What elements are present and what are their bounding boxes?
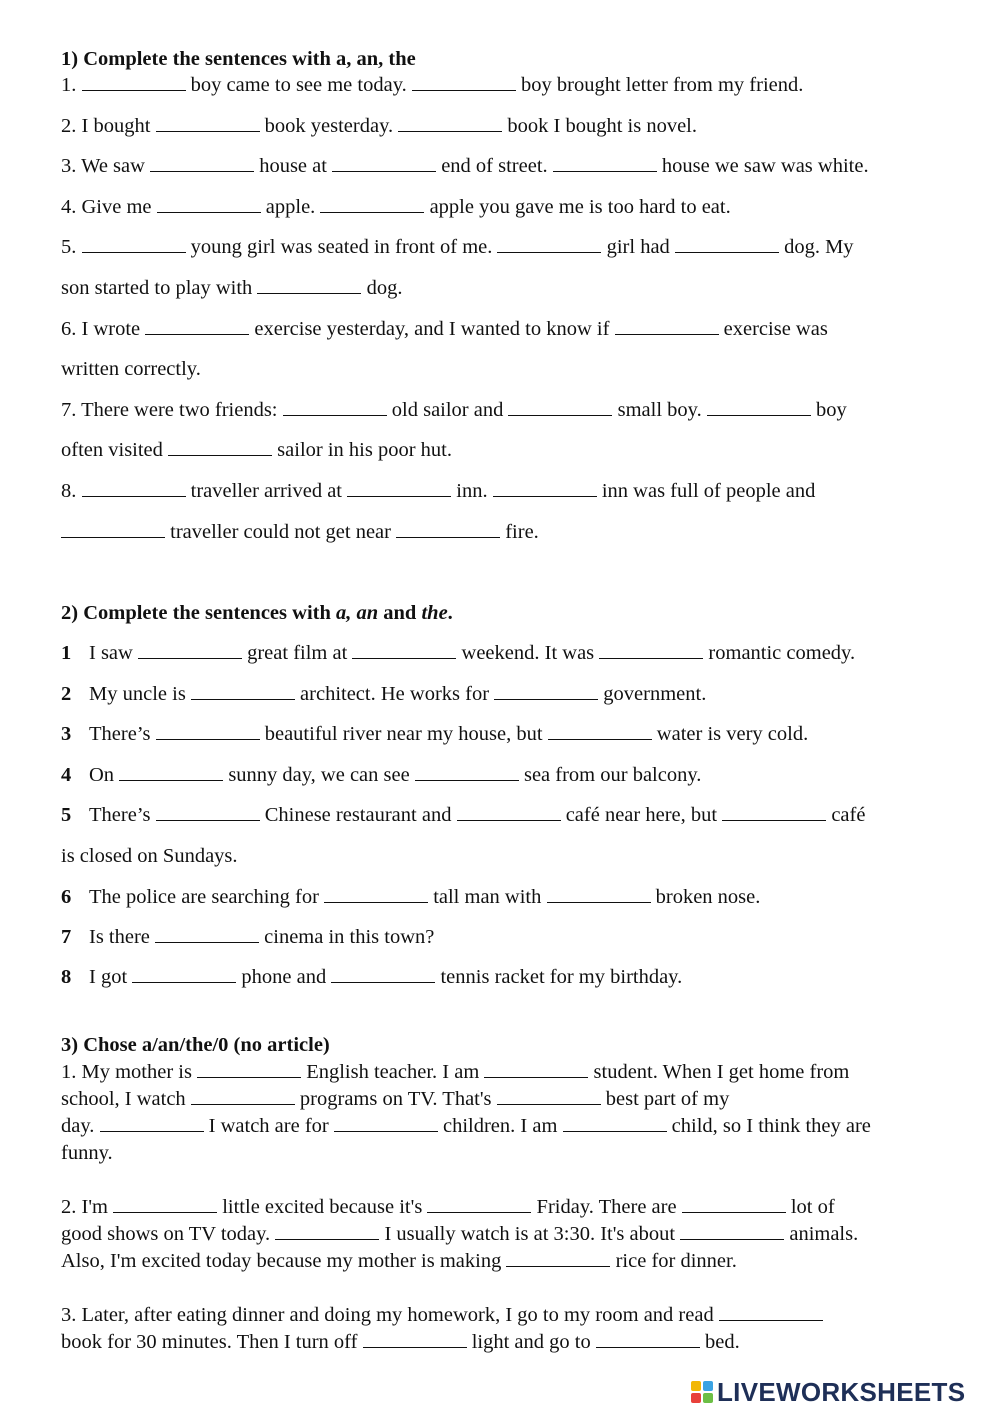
sentence-text: broken nose.: [650, 886, 761, 908]
sentence-text: sailor in his poor hut.: [272, 439, 452, 461]
sentence-text: water is very cold.: [651, 723, 809, 745]
answer-blank[interactable]: [497, 1103, 601, 1105]
sentence-line: [61, 1061, 849, 1084]
sentence-text: Is there: [89, 926, 156, 948]
sentence-line: [61, 318, 828, 341]
sentence-text: sunny day, we can see: [223, 764, 415, 786]
sentence-text: funny.: [61, 1142, 113, 1164]
sentence-text: Chinese restaurant and: [259, 804, 457, 826]
answer-blank[interactable]: [191, 1103, 295, 1105]
sentence-text: apple.: [260, 196, 321, 218]
item-number: 8: [61, 966, 72, 988]
item-number: 1: [61, 642, 72, 664]
answer-blank[interactable]: [508, 414, 612, 416]
sentence-text: 3. We saw: [61, 155, 151, 177]
answer-blank[interactable]: [553, 170, 657, 172]
answer-blank[interactable]: [324, 901, 428, 903]
sentence-text: 7. There were two friends:: [61, 399, 283, 421]
sentence-text: dog.: [361, 277, 403, 299]
sentence-text: sea from our balcony.: [518, 764, 702, 786]
sentence-line: [61, 764, 701, 787]
sentence-text: My uncle is: [89, 683, 191, 705]
sentence-text: tall man with: [428, 886, 547, 908]
sentence-text: boy brought letter from my friend.: [515, 74, 804, 96]
answer-blank[interactable]: [396, 536, 500, 538]
sentence-line: [61, 236, 854, 259]
sentence-text: 1. My mother is: [61, 1061, 198, 1083]
sentence-line: [61, 399, 847, 422]
answer-blank[interactable]: [427, 1211, 531, 1213]
answer-blank[interactable]: [457, 819, 561, 821]
item-number: 7: [61, 926, 72, 948]
answer-blank[interactable]: [150, 170, 254, 172]
answer-blank[interactable]: [415, 779, 519, 781]
sentence-text: dog. My: [778, 236, 854, 258]
answer-blank[interactable]: [675, 251, 779, 253]
answer-blank[interactable]: [722, 819, 826, 821]
answer-blank[interactable]: [707, 414, 811, 416]
sentence-text: café near here, but: [560, 804, 723, 826]
sentence-text: I got: [89, 966, 133, 988]
sentence-line: [61, 886, 760, 909]
sentence-text: beautiful river near my house, but: [259, 723, 548, 745]
answer-blank[interactable]: [82, 89, 186, 91]
answer-blank[interactable]: [100, 1130, 204, 1132]
sentence-line: [61, 521, 539, 544]
answer-blank[interactable]: [494, 698, 598, 700]
answer-blank[interactable]: [156, 130, 260, 132]
answer-blank[interactable]: [82, 251, 186, 253]
answer-blank[interactable]: [719, 1319, 823, 1321]
answer-blank[interactable]: [548, 738, 652, 740]
sentence-line: [61, 1088, 729, 1111]
sentence-text: fire.: [500, 521, 539, 543]
sentence-text: 6. I wrote: [61, 318, 146, 340]
sentence-text: There’s: [89, 804, 156, 826]
sentence-text: On: [89, 764, 120, 786]
answer-blank[interactable]: [506, 1265, 610, 1267]
sentence-text: 1.: [61, 74, 82, 96]
answer-blank[interactable]: [547, 901, 651, 903]
sentence-line: [61, 804, 865, 827]
answer-blank[interactable]: [132, 981, 236, 983]
item-number: 2: [61, 683, 72, 705]
sentence-line: [61, 1115, 871, 1138]
sentence-text: traveller could not get near: [165, 521, 397, 543]
section-1-title: 1) Complete the sentences with a, an, the: [61, 48, 416, 70]
sentence-text: end of street.: [436, 155, 553, 177]
answer-blank[interactable]: [168, 454, 272, 456]
section-3-title: 3) Chose a/an/the/0 (no article): [61, 1034, 330, 1056]
sentence-text: boy: [810, 399, 847, 421]
sentence-text: day.: [61, 1115, 100, 1137]
liveworksheets-logo-icon: [690, 1380, 714, 1404]
liveworksheets-logo-text: LIVEWORKSHEETS: [717, 1376, 966, 1407]
sentence-text: book yesterday.: [259, 115, 399, 137]
sentence-text: girl had: [601, 236, 675, 258]
answer-blank[interactable]: [412, 89, 516, 91]
section-2-title: [61, 602, 453, 625]
sentence-text: animals.: [784, 1223, 859, 1245]
answer-blank[interactable]: [82, 495, 186, 497]
answer-blank[interactable]: [363, 1346, 467, 1348]
sentence-line: [61, 1223, 858, 1246]
sentence-text: phone and: [236, 966, 332, 988]
sentence-text: inn was full of people and: [596, 480, 816, 502]
sentence-text: The police are searching for: [89, 886, 325, 908]
sentence-text: light and go to: [466, 1331, 596, 1353]
answer-blank[interactable]: [155, 941, 259, 943]
sentence-text: best part of my: [600, 1088, 730, 1110]
sentence-line: [61, 196, 731, 219]
answer-blank[interactable]: [191, 698, 295, 700]
answer-blank[interactable]: [157, 211, 261, 213]
title-part: the: [421, 602, 448, 624]
answer-blank[interactable]: [138, 657, 242, 659]
sentence-text: small boy.: [612, 399, 707, 421]
sentence-text: 2. I'm: [61, 1196, 114, 1218]
sentence-text: exercise yesterday, and I wanted to know if: [249, 318, 615, 340]
sentence-text: school, I watch: [61, 1088, 191, 1110]
sentence-text: architect. He works for: [294, 683, 495, 705]
answer-blank[interactable]: [113, 1211, 217, 1213]
sentence-text: inn.: [451, 480, 493, 502]
sentence-text: child, so I think they are: [666, 1115, 871, 1137]
sentence-line: [61, 1250, 737, 1273]
sentence-line: [61, 1331, 740, 1354]
answer-blank[interactable]: [682, 1211, 786, 1213]
sentence-text: little excited because it's: [217, 1196, 428, 1218]
answer-blank[interactable]: [145, 333, 249, 335]
sentence-text: weekend. It was: [456, 642, 600, 664]
sentence-text: written correctly.: [61, 358, 201, 380]
sentence-text: book I bought is novel.: [502, 115, 697, 137]
answer-blank[interactable]: [615, 333, 719, 335]
sentence-text: 4. Give me: [61, 196, 157, 218]
sentence-text: often visited: [61, 439, 169, 461]
sentence-line: [61, 155, 869, 178]
sentence-text: I watch are for: [203, 1115, 334, 1137]
sentence-text: 8.: [61, 480, 82, 502]
answer-blank[interactable]: [563, 1130, 667, 1132]
sentence-text: 5.: [61, 236, 82, 258]
answer-blank[interactable]: [283, 414, 387, 416]
answer-blank[interactable]: [257, 292, 361, 294]
sentence-text: young girl was seated in front of me.: [185, 236, 498, 258]
sentence-line: [61, 115, 697, 138]
sentence-line: [61, 1142, 113, 1165]
sentence-text: is closed on Sundays.: [61, 845, 238, 867]
answer-blank[interactable]: [497, 251, 601, 253]
sentence-text: apple you gave me is too hard to eat.: [424, 196, 731, 218]
sentence-text: programs on TV. That's: [294, 1088, 497, 1110]
item-number: 4: [61, 764, 72, 786]
answer-blank[interactable]: [680, 1238, 784, 1240]
sentence-text: lot of: [785, 1196, 835, 1218]
sentence-text: house we saw was white.: [656, 155, 869, 177]
sentence-text: book for 30 minutes. Then I turn off: [61, 1331, 363, 1353]
answer-blank[interactable]: [599, 657, 703, 659]
answer-blank[interactable]: [332, 170, 436, 172]
answer-blank[interactable]: [320, 211, 424, 213]
sentence-text: government.: [598, 683, 707, 705]
answer-blank[interactable]: [334, 1130, 438, 1132]
sentence-text: house at: [254, 155, 333, 177]
answer-blank[interactable]: [493, 495, 597, 497]
answer-blank[interactable]: [119, 779, 223, 781]
item-number: 6: [61, 886, 72, 908]
sentence-text: rice for dinner.: [610, 1250, 737, 1272]
answer-blank[interactable]: [347, 495, 451, 497]
sentence-line: [61, 1304, 823, 1327]
sentence-line: [61, 74, 803, 97]
sentence-text: great film at: [241, 642, 353, 664]
answer-blank[interactable]: [156, 819, 260, 821]
sentence-line: [61, 845, 238, 868]
sentence-text: I usually watch is at 3:30. It's about: [379, 1223, 681, 1245]
sentence-text: I saw: [89, 642, 138, 664]
sentence-text: boy came to see me today.: [185, 74, 412, 96]
sentence-line: [61, 439, 452, 462]
sentence-text: children. I am: [437, 1115, 563, 1137]
sentence-text: bed.: [699, 1331, 740, 1353]
sentence-line: [61, 277, 402, 300]
sentence-text: Also, I'm excited today because my mother is making: [61, 1250, 507, 1272]
sentence-text: tennis racket for my birthday.: [435, 966, 683, 988]
sentence-line: [61, 642, 855, 665]
answer-blank[interactable]: [352, 657, 456, 659]
sentence-text: student. When I get home from: [588, 1061, 850, 1083]
item-number: 3: [61, 723, 72, 745]
sentence-line: [61, 480, 815, 503]
answer-blank[interactable]: [275, 1238, 379, 1240]
sentence-text: 2. I bought: [61, 115, 156, 137]
answer-blank[interactable]: [156, 738, 260, 740]
item-number: 5: [61, 804, 72, 826]
sentence-text: traveller arrived at: [185, 480, 348, 502]
answer-blank[interactable]: [197, 1076, 301, 1078]
sentence-text: cinema in this town?: [259, 926, 435, 948]
sentence-text: romantic comedy.: [703, 642, 856, 664]
sentence-line: [61, 926, 434, 949]
answer-blank[interactable]: [398, 130, 502, 132]
title-part: a, an: [336, 602, 379, 624]
sentence-line: [61, 358, 201, 381]
sentence-text: There’s: [89, 723, 156, 745]
answer-blank[interactable]: [331, 981, 435, 983]
sentence-line: [61, 723, 808, 746]
sentence-text: good shows on TV today.: [61, 1223, 276, 1245]
sentence-line: [61, 1196, 835, 1219]
answer-blank[interactable]: [484, 1076, 588, 1078]
answer-blank[interactable]: [596, 1346, 700, 1348]
title-part: .: [447, 602, 453, 624]
liveworksheets-logo: [690, 1374, 965, 1410]
sentence-text: son started to play with: [61, 277, 258, 299]
sentence-text: old sailor and: [386, 399, 509, 421]
answer-blank[interactable]: [61, 536, 165, 538]
sentence-line: [61, 966, 682, 989]
sentence-text: exercise was: [718, 318, 828, 340]
title-part: and: [378, 602, 422, 624]
sentence-text: English teacher. I am: [301, 1061, 485, 1083]
sentence-text: 3. Later, after eating dinner and doing my homework, I go to my room and read: [61, 1304, 719, 1326]
sentence-text: café: [826, 804, 866, 826]
sentence-text: Friday. There are: [531, 1196, 682, 1218]
sentence-line: [61, 683, 706, 706]
title-part: 2) Complete the sentences with: [61, 602, 336, 624]
